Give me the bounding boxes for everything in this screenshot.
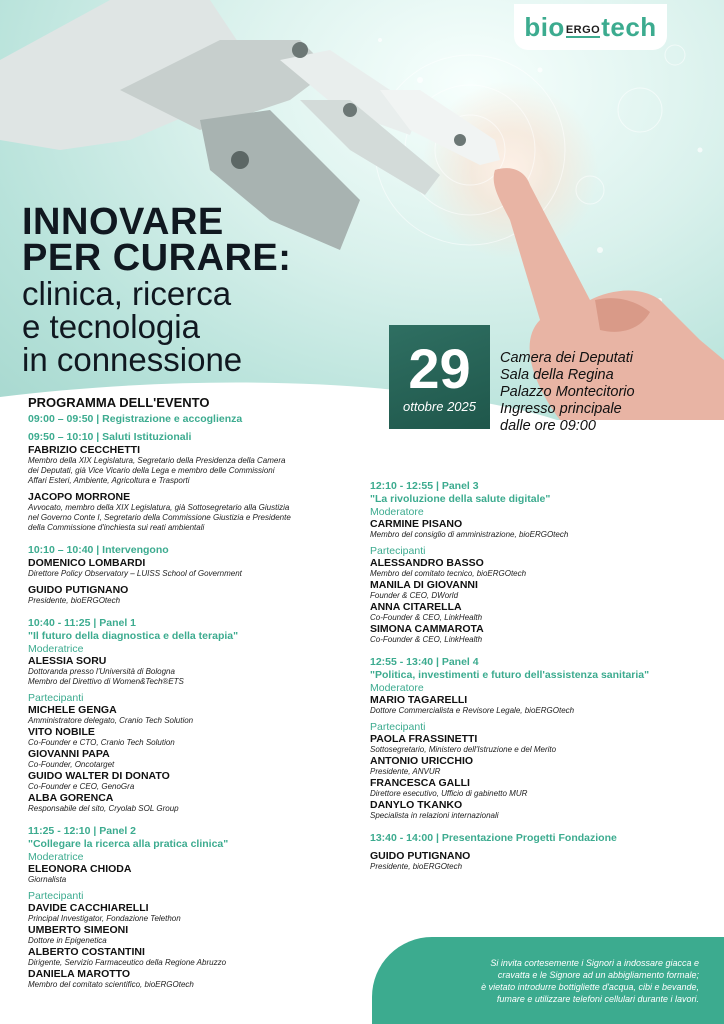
speaker-name: FRANCESCA GALLI — [370, 777, 470, 789]
panel-title: "La rivoluzione della salute digitale" — [370, 493, 551, 505]
speaker-name: MARIO TAGARELLI — [370, 694, 468, 706]
notice-line: cravatta e le Signore ad un abbigliamento formale; — [497, 969, 699, 980]
speaker-name: MANILA DI GIOVANNI — [370, 579, 478, 591]
speaker-name: DANYLO TKANKO — [370, 799, 463, 811]
speaker-desc: Co-Founder & CEO, LinkHealth — [370, 613, 483, 622]
speaker-desc: Specialista in relazioni internazionali — [370, 811, 499, 820]
title-line-2: PER CURARE: — [22, 237, 292, 279]
speaker-desc: Affari Esteri, Ambiente, Agricoltura e Trasporti — [28, 476, 190, 485]
speaker-name: FABRIZIO CECCHETTI — [28, 444, 140, 456]
role-heading: Partecipanti — [28, 692, 84, 704]
speaker-name: GIOVANNI PAPA — [28, 748, 110, 760]
logo-text-ergo: ERGO — [565, 24, 601, 36]
subtitle-line-1: clinica, ricerca — [22, 275, 232, 312]
notice-line: fumare e utilizzare telefoni cellulari durante i lavori. — [496, 993, 699, 1004]
notice-text — [417, 957, 699, 1005]
speaker-name: GUIDO WALTER DI DONATO — [28, 770, 170, 782]
speaker-desc: Presidente, bioERGOtech — [28, 596, 121, 605]
event-title — [22, 201, 402, 378]
logo-text-bio: bio — [524, 11, 565, 42]
role-heading: Partecipanti — [28, 890, 84, 902]
speaker-desc: nel Governo Conte I, Segretario della Commissione Giustizia e Presidente — [28, 513, 291, 522]
program-left-column — [28, 413, 368, 990]
speaker-desc: Avvocato, membro della XIX Legislatura, già Sottosegretario alla Giustizia — [28, 503, 290, 512]
speaker-desc: Founder & CEO, DWorld — [370, 591, 459, 600]
speaker-desc: Direttore esecutivo, Ufficio di gabinetto MUR — [370, 789, 528, 798]
speaker-name: ANNA CITARELLA — [370, 601, 462, 613]
speaker-desc: Membro del comitato scientifico, bioERGOtech — [28, 980, 194, 989]
notice-line: Si invita cortesemente i Signori a indossare giacca e — [490, 957, 699, 968]
role-heading: Partecipanti — [370, 721, 426, 733]
speaker-name: VITO NOBILE — [28, 726, 95, 738]
speaker-name: MICHELE GENGA — [28, 704, 117, 716]
event-day: 29 — [408, 336, 471, 400]
venue-line: Palazzo Montecitorio — [500, 384, 635, 400]
role-heading: Moderatrice — [28, 643, 84, 655]
title-line-1: INNOVARE — [22, 201, 224, 243]
role-heading: Moderatore — [370, 506, 424, 518]
bioergotech-logo — [514, 4, 667, 50]
slot-heading: 09:50 – 10:10 | Saluti Istituzionali — [28, 431, 192, 443]
venue-line: dalle ore 09:00 — [500, 418, 596, 434]
speaker-desc: Dirigente, Servizio Farmaceutico della Regione Abruzzo — [28, 958, 227, 967]
venue-line: Camera dei Deputati — [500, 350, 633, 366]
speaker-desc: Giornalista — [28, 875, 67, 884]
panel-title: "Collegare la ricerca alla pratica clinica" — [28, 838, 229, 850]
panel-title: "Politica, investimenti e futuro dell'assistenza sanitaria" — [370, 669, 650, 681]
speaker-name: ELEONORA CHIODA — [28, 863, 132, 875]
speaker-desc: Co-Founder e CEO, GenoGra — [28, 782, 135, 791]
program-right-column — [370, 480, 710, 872]
slot-heading: 13:40 - 14:00 | Presentazione Progetti Fondazione — [370, 832, 617, 844]
panel-heading: 12:55 - 13:40 | Panel 4 — [370, 656, 479, 668]
subtitle-line-2: e tecnologia — [22, 308, 200, 345]
program-title: PROGRAMMA DELL'EVENTO — [28, 395, 210, 410]
speaker-desc: Dottore Commercialista e Revisore Legale, bioERGOtech — [370, 706, 575, 715]
speaker-desc: Dottore in Epigenetica — [28, 936, 107, 945]
speaker-desc: Dottoranda presso l'Università di Bologna — [28, 667, 175, 676]
speaker-desc: Membro del comitato tecnico, bioERGOtech — [370, 569, 527, 578]
speaker-name: PAOLA FRASSINETTI — [370, 733, 478, 745]
slot-heading: 10:10 – 10:40 | Intervengono — [28, 544, 169, 556]
speaker-name: ALBERTO COSTANTINI — [28, 946, 145, 958]
speaker-name: ALESSIA SORU — [28, 655, 107, 667]
speaker-name: GUIDO PUTIGNANO — [370, 850, 471, 862]
panel-heading: 12:10 - 12:55 | Panel 3 — [370, 480, 479, 492]
speaker-desc: Presidente, bioERGOtech — [370, 862, 463, 871]
speaker-name: CARMINE PISANO — [370, 518, 463, 530]
speaker-desc: Membro del consiglio di amministrazione, bioERGOtech — [370, 530, 569, 539]
speaker-desc: Responsabile del sito, Cryolab SOL Group — [28, 804, 179, 813]
role-heading: Partecipanti — [370, 545, 426, 557]
speaker-desc: Co-Founder & CEO, LinkHealth — [370, 635, 483, 644]
speaker-desc: Amministratore delegato, Cranio Tech Solution — [28, 716, 194, 725]
panel-heading: 10:40 - 11:25 | Panel 1 — [28, 617, 137, 629]
speaker-name: DANIELA MAROTTO — [28, 968, 131, 980]
venue-line: Ingresso principale — [500, 401, 622, 417]
panel-heading: 11:25 - 12:10 | Panel 2 — [28, 825, 137, 837]
panel-title: "Il futuro della diagnostica e della terapia" — [28, 630, 239, 642]
speaker-desc: Direttore Policy Observatory – LUISS School of Government — [28, 569, 242, 578]
speaker-name: DAVIDE CACCHIARELLI — [28, 902, 149, 914]
speaker-name: SIMONA CAMMAROTA — [370, 623, 484, 635]
speaker-desc: Presidente, ANVUR — [370, 767, 441, 776]
speaker-name: JACOPO MORRONE — [28, 491, 131, 503]
speaker-desc: Co-Founder, Oncotarget — [28, 760, 115, 769]
logo-text-tech: tech — [601, 11, 657, 42]
speaker-name: ANTONIO URICCHIO — [370, 755, 474, 767]
role-heading: Moderatore — [370, 682, 424, 694]
subtitle-line-3: in connessione — [22, 341, 243, 378]
speaker-name: ALBA GORENCA — [28, 792, 114, 804]
speaker-name: DOMENICO LOMBARDI — [28, 557, 146, 569]
speaker-desc: Sottosegretario, Ministero dell'Istruzione e del Merito — [370, 745, 557, 754]
speaker-desc: Co-Founder e CTO, Cranio Tech Solution — [28, 738, 175, 747]
event-month: ottobre 2025 — [402, 398, 476, 414]
speaker-desc: dei Deputati, già Vice Vicario della Lega e membro delle Commissioni — [28, 466, 275, 475]
speaker-name: UMBERTO SIMEONI — [28, 924, 129, 936]
speaker-desc: Membro del Direttivo di Women&Tech®ETS — [28, 677, 184, 686]
speaker-desc: della Commissione d'inchiesta sui reati ambientali — [28, 523, 205, 532]
speaker-desc: Membro della XIX Legislatura, Segretario della Presidenza della Camera — [28, 456, 286, 465]
slot-heading: 09:00 – 09:50 | Registrazione e accoglienza — [28, 413, 243, 425]
speaker-desc: Principal Investigator, Fondazione Telethon — [28, 914, 181, 923]
role-heading: Moderatrice — [28, 851, 84, 863]
speaker-name: ALESSANDRO BASSO — [370, 557, 484, 569]
venue-line: Sala della Regina — [500, 367, 614, 383]
event-venue — [500, 350, 635, 435]
event-date-box — [389, 325, 490, 429]
dress-code-notice — [372, 937, 724, 1024]
notice-line: è vietato introdurre bottigliette d'acqua, cibi e bevande, — [481, 981, 699, 992]
speaker-name: GUIDO PUTIGNANO — [28, 584, 129, 596]
